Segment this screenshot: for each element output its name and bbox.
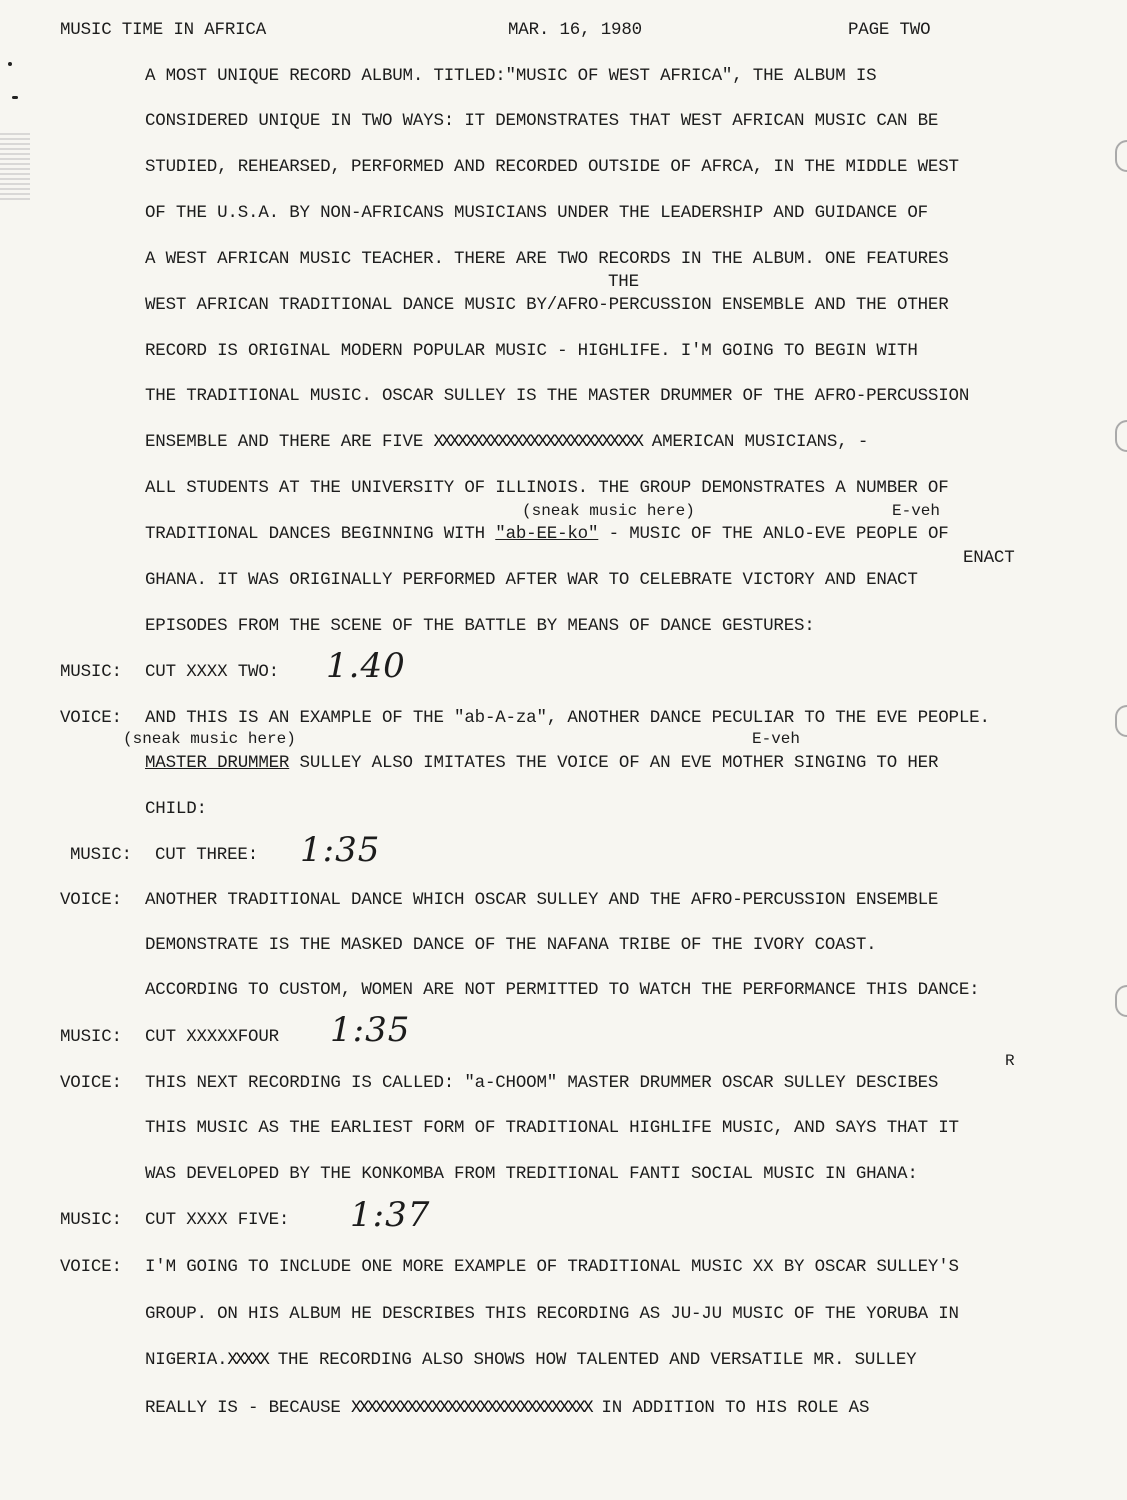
script-line: ACCORDING TO CUSTOM, WOMEN ARE NOT PERMITTED TO WATCH THE PERFORMANCE THIS DANCE: — [145, 980, 980, 1000]
music-cue-label: MUSIC: — [60, 662, 122, 682]
script-line: CHILD: — [145, 799, 207, 819]
script-line: CONSIDERED UNIQUE IN TWO WAYS: IT DEMONSTRATES THAT WEST AFRICAN MUSIC CAN BE — [145, 111, 939, 131]
script-line: A MOST UNIQUE RECORD ALBUM. TITLED:"MUSIC OF WEST AFRICA", THE ALBUM IS — [145, 66, 877, 86]
voice-label: VOICE: — [60, 1257, 122, 1277]
script-line: EPISODES FROM THE SCENE OF THE BATTLE BY MEANS OF DANCE GESTURES: — [145, 616, 815, 636]
margin-speck — [12, 96, 18, 99]
script-line: I'M GOING TO INCLUDE ONE MORE EXAMPLE OF TRADITIONAL MUSIC XX BY OSCAR SULLEY'S — [145, 1257, 959, 1277]
voice-label: VOICE: — [60, 1073, 122, 1093]
broadcast-date: MAR. 16, 1980 — [508, 20, 642, 40]
dance-title: "ab-EE-ko" — [495, 524, 599, 544]
script-line: WEST AFRICAN TRADITIONAL DANCE MUSIC BY/AFRO-PERCUSSION ENSEMBLE AND THE OTHER — [145, 295, 949, 315]
music-cue-label: MUSIC: — [60, 1210, 122, 1230]
music-cue-label: MUSIC: — [60, 1027, 122, 1047]
handwritten-insert-the: THE — [608, 272, 639, 292]
voice-label: VOICE: — [60, 708, 122, 728]
script-line: THIS MUSIC AS THE EARLIEST FORM OF TRADITIONAL HIGHLIFE MUSIC, AND SAYS THAT IT — [145, 1118, 959, 1138]
handwritten-duration: 1:37 — [350, 1195, 431, 1235]
punch-hole-mark — [1115, 420, 1127, 452]
script-line: THE TRADITIONAL MUSIC. OSCAR SULLEY IS THE MASTER DRUMMER OF THE AFRO-PERCUSSION — [145, 386, 970, 406]
script-line: GROUP. ON HIS ALBUM HE DESCRIBES THIS RECORDING AS JU-JU MUSIC OF THE YORUBA IN — [145, 1304, 959, 1324]
script-line: STUDIED, REHEARSED, PERFORMED AND RECORDED OUTSIDE OF AFRCA, IN THE MIDDLE WEST — [145, 157, 959, 177]
music-cue: CUT XXXXXFOUR — [145, 1027, 279, 1047]
margin-speck — [8, 62, 12, 66]
page-number: PAGE TWO — [848, 20, 931, 40]
script-line: THIS NEXT RECORDING IS CALLED: "a-CHOOM" MASTER DRUMMER OSCAR SULLEY DESCIBES — [145, 1073, 939, 1093]
music-cue: CUT XXXX FIVE: — [145, 1210, 290, 1230]
pronunciation-note: E-veh — [752, 730, 801, 748]
script-line: OF THE U.S.A. BY NON-AFRICANS MUSICIANS UNDER THE LEADERSHIP AND GUIDANCE OF — [145, 203, 928, 223]
script-line-dance: TRADITIONAL DANCES BEGINNING WITH "ab-EE-ko" - MUSIC OF THE ANLO-EVE PEOPLE OF — [145, 524, 949, 544]
struck-out-text: XXXXX — [227, 1350, 268, 1370]
punch-hole-mark — [1115, 140, 1127, 172]
handwritten-duration: 1.40 — [326, 646, 406, 686]
handwritten-duration: 1:35 — [300, 830, 381, 870]
sneak-music-note: (sneak music here) — [522, 502, 695, 520]
script-line: DEMONSTRATE IS THE MASKED DANCE OF THE NAFANA TRIBE OF THE IVORY COAST. — [145, 935, 877, 955]
script-line: RECORD IS ORIGINAL MODERN POPULAR MUSIC - HIGHLIFE. I'M GOING TO BEGIN WITH — [145, 341, 918, 361]
script-line-master-drummer: MASTER DRUMMER SULLEY ALSO IMITATES THE VOICE OF AN EVE MOTHER SINGING TO HER — [145, 753, 939, 773]
script-line-ensemble: ENSEMBLE AND THERE ARE FIVE XXXXXXXXXXXXXXXXXXXXXXXXXX AMERICAN MUSICIANS, - — [145, 432, 869, 452]
handwritten-duration: 1:35 — [330, 1010, 411, 1050]
script-line: A WEST AFRICAN MUSIC TEACHER. THERE ARE TWO RECORDS IN THE ALBUM. ONE FEATURES — [145, 249, 949, 269]
program-title: MUSIC TIME IN AFRICA — [60, 20, 267, 40]
sneak-music-note: (sneak music here) — [123, 730, 296, 748]
script-line: ANOTHER TRADITIONAL DANCE WHICH OSCAR SULLEY AND THE AFRO-PERCUSSION ENSEMBLE — [145, 890, 939, 910]
music-cue: CUT THREE: — [155, 845, 259, 865]
struck-out-text: XXXXXXXXXXXXXXXXXXXXXXXXXX — [433, 432, 642, 452]
voice-label: VOICE: — [60, 890, 122, 910]
music-cue-label: MUSIC: — [70, 845, 132, 865]
script-line: WAS DEVELOPED BY THE KONKOMBA FROM TREDITIONAL FANTI SOCIAL MUSIC IN GHANA: — [145, 1164, 918, 1184]
punch-hole-mark — [1115, 705, 1127, 737]
script-line: GHANA. IT WAS ORIGINALLY PERFORMED AFTER WAR TO CELEBRATE VICTORY AND ENACT — [145, 570, 918, 590]
music-cue: CUT XXXX TWO: — [145, 662, 279, 682]
struck-out-text: XXXXXXXXXXXXXXXXXXXXXXXXXXXXXX — [351, 1398, 592, 1418]
script-line-really: REALLY IS - BECAUSE XXXXXXXXXXXXXXXXXXXXXXXXXXXXXX IN ADDITION TO HIS ROLE AS — [145, 1398, 870, 1418]
pronunciation-note: E-veh — [892, 502, 941, 520]
script-line-nigeria: NIGERIA.XXXXX THE RECORDING ALSO SHOWS HOW TALENTED AND VERSATILE MR. SULLEY — [145, 1350, 917, 1370]
script-line: AND THIS IS AN EXAMPLE OF THE "ab-A-za", ANOTHER DANCE PECULIAR TO THE EVE PEOPLE. — [145, 708, 990, 728]
punch-hole-mark — [1115, 985, 1127, 1017]
binding-edge-shadow — [0, 130, 30, 200]
correction-note: R — [1005, 1052, 1015, 1070]
script-line: ALL STUDENTS AT THE UNIVERSITY OF ILLINOIS. THE GROUP DEMONSTRATES A NUMBER OF — [145, 478, 949, 498]
correction-note: ENACT — [963, 548, 1015, 568]
